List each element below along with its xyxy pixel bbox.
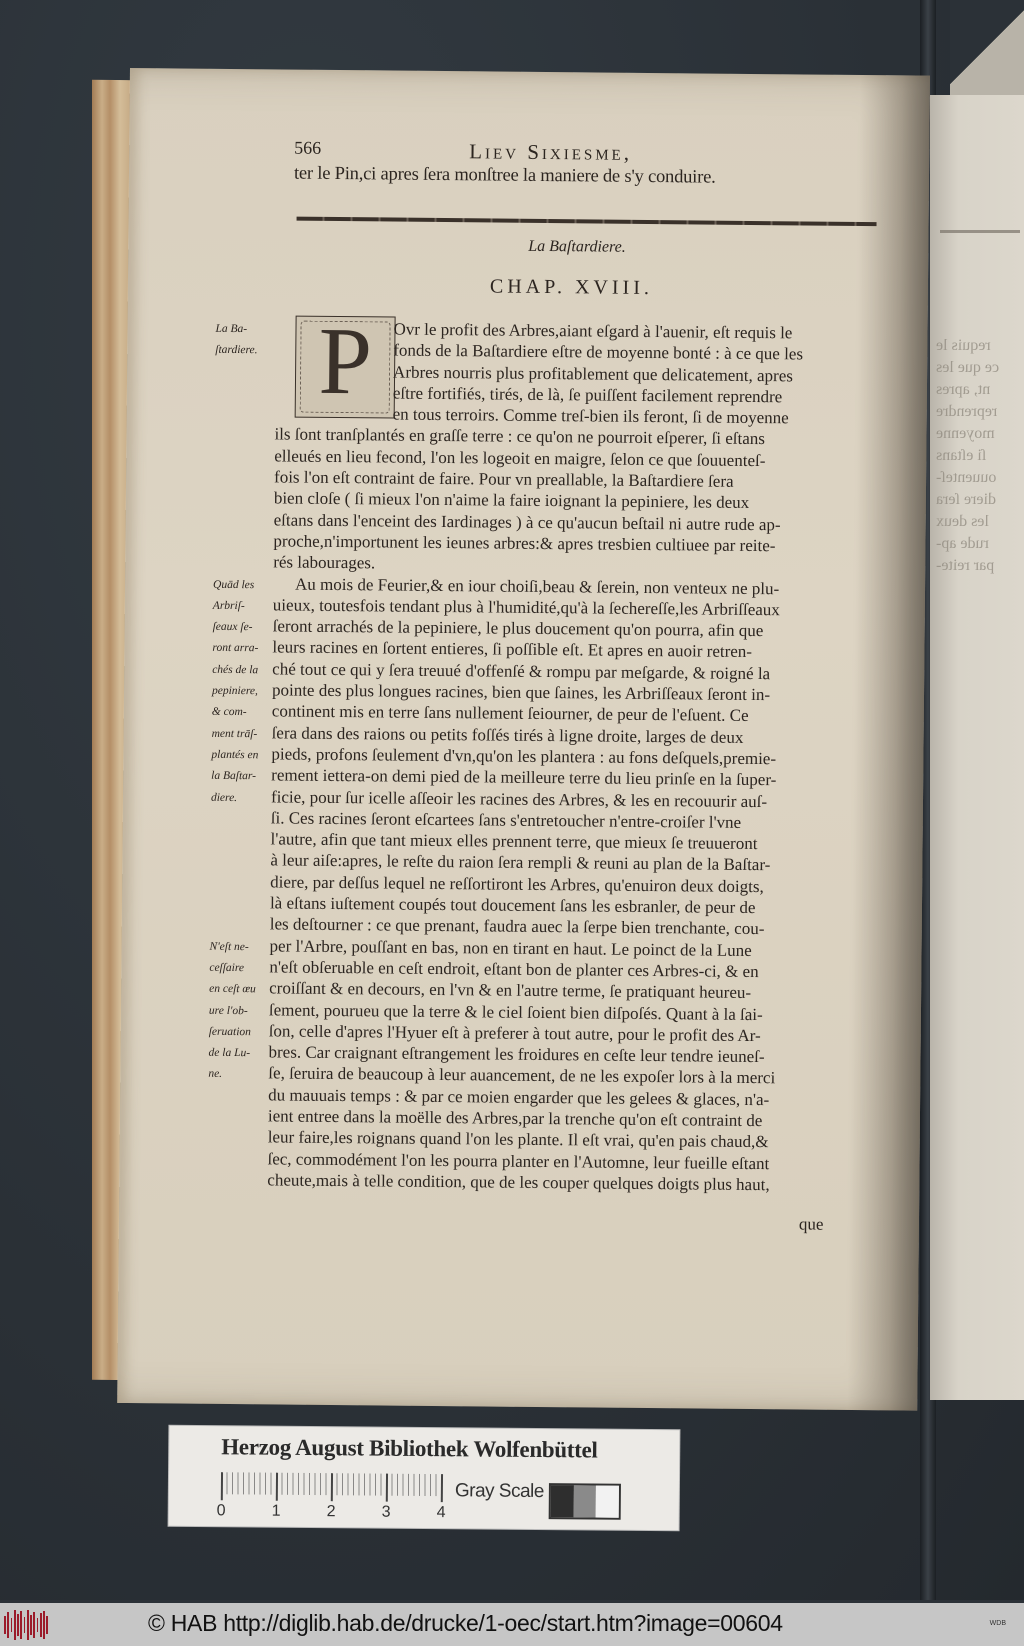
text-line: à leur aiſe:apres, le reſte du raion ſera rempli & reuni au plan de la Baſtar-	[270, 850, 771, 875]
ruler-label: 1	[271, 1502, 281, 1520]
text-line: les deſtourner : ce que prenant, faudra auec la ſerpe bien trenchante, cou-	[269, 914, 765, 939]
text-line: per l'Arbre, pouſſant en bas, non en tirant en haut. Le poinct de la Lune	[269, 935, 752, 960]
ruler-label: 0	[216, 1502, 226, 1520]
footer-bar	[0, 1603, 1024, 1646]
page-number: 566	[294, 137, 322, 158]
text-line: ſe, ſeruira de beaucoup à leur auancement, de ne les expoſer lors à la merci	[268, 1063, 776, 1088]
bleed-line: les deux	[936, 513, 989, 530]
logo-bar	[46, 1616, 48, 1634]
carry-over-line: ter le Pin,ci apres ſera monſtree la maniere de s'y conduire.	[293, 163, 716, 188]
text-line: ſon, celle d'apres l'Hyuer eſt à preferer à tout autre, pour le profit des Ar-	[268, 1021, 761, 1045]
bleed-line: ouuenteſ-	[936, 469, 997, 486]
section-title: La Baſtardiere.	[528, 237, 626, 256]
logo-bar	[30, 1615, 32, 1635]
bleed-line: par reite-	[936, 557, 995, 574]
text-line: en tous terroirs. Comme treſ-bien ils feront, ſi de moyenne	[392, 404, 789, 428]
text-line: pieds, profons ſeulement d'vn,qu'on les plantera : au fons deſquels,premie-	[271, 744, 777, 769]
bleed-line: moyenne	[936, 425, 995, 442]
bleed-line: reprendre	[936, 403, 998, 420]
logo-bar	[14, 1610, 16, 1640]
footer-mark: WDB	[989, 1620, 1006, 1627]
text-line: ſera dans des raions ou petits foſſés tirés à ligne droite, larges de deux	[271, 723, 744, 747]
bleed-line: nt, apres	[936, 381, 991, 398]
text-line: rés labourages.	[273, 552, 376, 573]
bleed-line: ce que les	[936, 359, 1000, 376]
gray-swatch	[596, 1486, 619, 1518]
text-line: leur faire,les roignans quand l'on les plante. Il eſt vrai, qu'en pais chaud,&	[267, 1127, 769, 1152]
text-line: uieux, toutesfois tendant plus à l'humidité,qu'à la ſechereſſe,les Arbriſſeaux	[272, 595, 780, 620]
initial-letter: P	[317, 306, 373, 415]
bleed-line: diere ſera	[936, 491, 996, 508]
logo-bar	[43, 1611, 45, 1639]
text-line: elleués en lieu fecond, l'on les logeoit en maigre, ſelon ce que ſouuenteſ-	[274, 446, 766, 470]
color-reference-card	[169, 1426, 680, 1530]
ruler-label: 2	[326, 1503, 336, 1521]
logo-bar	[27, 1610, 29, 1640]
bleed-line: requis le	[936, 337, 991, 354]
facing-page-bleedthrough	[936, 335, 1024, 577]
logo-bar	[4, 1616, 6, 1634]
text-line: eſtans dans l'enceint des Iardinages ) à ce qu'aucun beſtail ni autre rude ap-	[273, 510, 781, 534]
logo-bar	[40, 1613, 42, 1637]
text-line: cheute,mais à telle condition, que de les couper quelques doigts plus haut,	[267, 1170, 770, 1195]
logo-bar	[11, 1618, 13, 1632]
logo-bar	[33, 1612, 35, 1638]
text-line: leurs racines en ſortent entieres, ſi poſſible eſt. Et apres en auoir retren-	[272, 637, 753, 662]
text-line: ſeront arrachés de la pepiniere, le plus doucement qu'on pourra, afin que	[272, 616, 764, 641]
text-line: ſement, pourueu que la terre & le ciel ſoient bien diſpoſés. Quant à la ſai-	[268, 999, 763, 1024]
margin-note: La Ba- ſtardiere.	[215, 322, 258, 357]
logo-bar	[20, 1611, 22, 1639]
facing-page-rule	[940, 230, 1020, 233]
text-line: là eſtans iuſtement coupés tout doucement ſans les esbranler, de peur de	[269, 893, 756, 918]
text-line: rement iettera-on demi pied de la meilleure terre du lieu prinſe en la ſuper-	[271, 765, 777, 790]
text-line: ient entree dans la moëlle des Arbres,par la trenche qu'on eſt contraint de	[267, 1106, 763, 1131]
bleed-line: rude ap-	[936, 535, 989, 552]
text-line: ſi. Ces racines ſeront eſcartees ſans s'entretoucher n'entre-croiſer l'vne	[270, 808, 742, 832]
text-line: Arbres nourris plus profitablement que delicatement, apres	[393, 362, 794, 385]
text-line: ils ſont tranſplantés en graſſe terre : ce qu'on ne pourroit eſperer, ſi eſtans	[274, 424, 766, 449]
ruler-major-tick	[331, 1473, 333, 1501]
scale-ruler	[221, 1472, 441, 1504]
text-line: fonds de la Baſtardiere eſtre de moyenne bonté : à ce que les	[393, 340, 804, 364]
text-line: croiſſant & en decours, en l'vn & en l'autre terme, ſe pratiquant heureu-	[269, 978, 752, 1003]
logo-bar	[7, 1612, 9, 1638]
logo-bar	[24, 1617, 26, 1633]
text-line: proche,n'importunent les ieunes arbres:& apres tresbien cultiuee par reite-	[273, 531, 776, 556]
running-head	[294, 137, 874, 165]
gray-scale-swatches	[549, 1483, 621, 1520]
margin-note: N'eſt ne- ceſſaire en ceſt œu ure l'ob- ſeruation de la Lu- ne.	[208, 940, 256, 1081]
catchword: que	[798, 1214, 824, 1234]
text-line: fois l'on eſt contraint de faire. Pour vn preallable, la Baſtardiere ſera	[273, 467, 734, 491]
hab-logo-icon	[4, 1609, 48, 1641]
text-line: pointe des plus longues racines, bien que ſaines, les Arbriſſeaux ſeront in-	[271, 680, 771, 705]
text-line: Au mois de Feurier,& en iour choiſi,beau & ſerein, non venteux ne plu-	[294, 574, 780, 598]
running-head-title: Liev Sixiesme,	[469, 139, 633, 165]
text-line: n'eſt obſeruable en ceſt endroit, eſtant bon de planter ces Arbres-ci, & en	[269, 957, 759, 981]
text-line: bien cloſe ( ſi mieux l'on n'aime la faire ioignant la pepiniere, les deux	[273, 488, 750, 513]
ruler-label: 3	[381, 1503, 391, 1521]
logo-bar	[17, 1614, 19, 1636]
facing-page	[930, 95, 1024, 1400]
text-line: du mauuais temps : & par ce moien engarder que les gelees & glaces, n'a-	[268, 1085, 770, 1109]
book-page	[117, 68, 930, 1411]
copyright-url[interactable]: © HAB http://diglib.hab.de/drucke/1-oec/start.htm?image=00604	[148, 1610, 783, 1636]
ruler-major-tick	[276, 1473, 278, 1501]
gray-swatch	[551, 1485, 574, 1517]
ruler-major-tick	[221, 1472, 223, 1500]
margin-notes	[208, 319, 276, 1081]
text-line: ficie, pour ſur icelle aſſeoir les racines des Arbres, & les en recouurir auſ-	[270, 786, 768, 811]
text-line: ché tout ce qui y ſera treuué d'offenſé & rompu par meſgarde, & roigné la	[272, 659, 771, 683]
ruler-major-tick	[441, 1474, 443, 1502]
text-line: Ovr le profit des Arbres,aiant eſgard à l'auenir, eſt requis le	[393, 319, 793, 343]
text-line: continent mis en terre ſans nullement ſeiourner, de peur de l'eſuent. Ce	[271, 701, 749, 726]
text-line: eſtre fortifiés, tirés, de là, ſe puiſſent facilement reprendre	[392, 383, 783, 407]
ruler-label: 4	[436, 1504, 446, 1522]
text-line: diere, par deſſus lequel ne reſſortiront les Arbres, qu'enuiron deux doigts,	[270, 872, 764, 896]
text-line: bres. Car craignant eſtrangement les froidures en ceſte leur tendre ieuneſ-	[268, 1042, 765, 1067]
facing-page-corner	[950, 0, 1024, 95]
bleed-line: ſi eſtans	[936, 447, 987, 464]
margin-note: Quād les Arbriſ- ſeaux ſe- ront arra- chés de la pepiniere, & com- ment trāſ- plantés en la Baſtar- diere.	[210, 578, 259, 804]
ruler-major-tick	[386, 1474, 388, 1502]
gray-swatch	[573, 1485, 596, 1517]
text-line: l'autre, afin que tant mieux elles prennent terre, que mieux ſe treuueront	[270, 829, 758, 854]
text-line: ſec, commodément l'on les pourra planter en l'Automne, leur fueille eſtant	[267, 1148, 770, 1173]
chapter-heading: CHAP. XVIII.	[489, 275, 654, 300]
gray-scale-label: Gray Scale	[454, 1480, 544, 1503]
card-title: Herzog August Bibliothek Wolfenbüttel	[221, 1434, 598, 1463]
ornamental-rule	[297, 217, 877, 227]
logo-bar	[37, 1618, 39, 1632]
body-text	[267, 317, 865, 1196]
